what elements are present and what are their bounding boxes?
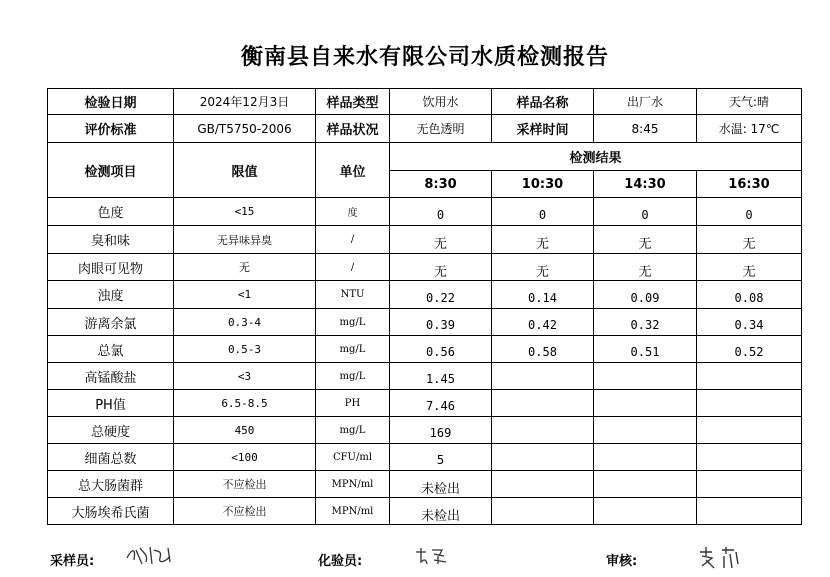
standard-label: 评价标准 — [48, 115, 174, 143]
result-cell — [390, 309, 492, 336]
result-cell — [697, 281, 802, 309]
result-cell — [594, 336, 697, 363]
sample-name-label: 样品名称 — [492, 89, 594, 115]
reviewer-signature — [696, 542, 750, 572]
tester-signature — [412, 542, 456, 570]
unit-cell: NTU — [316, 281, 390, 309]
result-cell — [390, 498, 492, 525]
result-cell — [390, 198, 492, 226]
water-temp-cell: 水温: 17℃ — [697, 115, 802, 143]
header-row-2 — [48, 115, 802, 143]
col-unit-header: 单位 — [316, 143, 390, 198]
result-cell — [697, 444, 802, 471]
result-value: 0.58 — [528, 345, 557, 359]
unit-cell: mg/L — [316, 336, 390, 363]
unit-cell: / — [316, 226, 390, 254]
result-cell — [594, 417, 697, 444]
limit-cell: 无 — [174, 254, 316, 281]
standard-value: GB/T5750-2006 — [174, 115, 316, 143]
result-value: 1.45 — [426, 372, 455, 386]
header-row-1 — [48, 89, 802, 115]
result-value: 无 — [638, 264, 652, 280]
limit-cell: <100 — [174, 444, 316, 471]
limit-cell: 不应检出 — [174, 498, 316, 525]
result-cell — [697, 390, 802, 417]
table-row — [48, 198, 802, 226]
result-value: 0.39 — [426, 318, 455, 332]
result-cell — [492, 281, 594, 309]
table-row — [48, 309, 802, 336]
item-name-cell: 浊度 — [48, 281, 174, 309]
result-cell — [594, 309, 697, 336]
reviewer-label: 审核: — [606, 554, 638, 569]
result-cell — [390, 390, 492, 417]
result-cell — [697, 363, 802, 390]
date-label: 检验日期 — [48, 89, 174, 115]
item-name-cell: 色度 — [48, 198, 174, 226]
result-cell — [390, 254, 492, 281]
water-quality-table — [47, 88, 802, 525]
sampler-label: 采样员: — [50, 554, 95, 569]
result-cell — [390, 363, 492, 390]
item-name-cell: 游离余氯 — [48, 309, 174, 336]
result-cell — [697, 471, 802, 498]
time-header: 10:30 — [492, 171, 594, 198]
result-value: 无 — [742, 237, 756, 252]
result-cell — [594, 254, 697, 281]
time-header: 8:30 — [390, 171, 492, 198]
unit-cell: MPN/ml — [316, 498, 390, 525]
sampler-signature — [124, 542, 184, 570]
item-name-cell: 总硬度 — [48, 417, 174, 444]
column-header-row-1 — [48, 143, 802, 171]
table-row — [48, 390, 802, 417]
table-row — [48, 498, 802, 525]
result-cell — [390, 281, 492, 309]
unit-cell: mg/L — [316, 309, 390, 336]
result-value: 无 — [433, 237, 447, 252]
limit-cell: 450 — [174, 417, 316, 444]
result-value: 0 — [538, 207, 547, 222]
time-header: 14:30 — [594, 171, 697, 198]
item-name-cell: PH值 — [48, 390, 174, 417]
result-value: 0 — [745, 207, 753, 222]
sample-state-label: 样品状况 — [316, 115, 390, 143]
result-cell — [697, 198, 802, 226]
sampling-time-value: 8:45 — [594, 115, 697, 143]
report-title: 衡南县自来水有限公司水质检测报告 — [240, 45, 609, 70]
col-limit-header: 限值 — [174, 143, 316, 198]
limit-cell: 6.5-8.5 — [174, 390, 316, 417]
table-row — [48, 471, 802, 498]
result-value: 无 — [535, 264, 549, 280]
result-cell — [697, 336, 802, 363]
result-cell — [594, 498, 697, 525]
item-name-cell: 肉眼可见物 — [48, 254, 174, 281]
unit-cell: 度 — [316, 198, 390, 226]
result-cell — [492, 309, 594, 336]
unit-cell: CFU/ml — [316, 444, 390, 471]
table-row — [48, 444, 802, 471]
result-cell — [492, 336, 594, 363]
limit-cell: 不应检出 — [174, 471, 316, 498]
result-cell — [492, 417, 594, 444]
result-value: 未检出 — [420, 481, 460, 497]
table-row — [48, 417, 802, 444]
result-cell — [390, 417, 492, 444]
result-cell — [697, 498, 802, 525]
result-value: 7.46 — [426, 399, 455, 413]
sample-state-value: 无色透明 — [390, 115, 492, 143]
table-row — [48, 336, 802, 363]
result-value: 0.52 — [734, 345, 764, 359]
unit-cell: mg/L — [316, 417, 390, 444]
result-cell — [492, 226, 594, 254]
result-cell — [390, 444, 492, 471]
result-value: 0.51 — [630, 345, 660, 359]
result-cell — [492, 498, 594, 525]
result-cell — [594, 226, 697, 254]
table-row — [48, 226, 802, 254]
table-row — [48, 254, 802, 281]
table-row — [48, 363, 802, 390]
result-value: 0.09 — [630, 290, 660, 305]
sample-name-value: 出厂水 — [594, 89, 697, 115]
result-value: 无 — [638, 237, 652, 252]
result-value: 169 — [429, 426, 452, 440]
result-value: 0.34 — [734, 318, 764, 332]
result-value: 无 — [742, 264, 756, 280]
result-cell — [594, 444, 697, 471]
item-name-cell: 总大肠菌群 — [48, 471, 174, 498]
result-cell — [594, 390, 697, 417]
unit-cell: / — [316, 254, 390, 281]
result-value: 0.14 — [528, 290, 557, 305]
unit-cell: PH — [316, 390, 390, 417]
result-cell — [697, 254, 802, 281]
weather-cell: 天气:晴 — [697, 89, 802, 115]
result-value: 无 — [535, 237, 549, 252]
result-cell — [697, 309, 802, 336]
limit-cell: <3 — [174, 363, 316, 390]
result-cell — [390, 471, 492, 498]
result-value: 无 — [433, 264, 447, 280]
result-cell — [492, 390, 594, 417]
limit-cell: 无异味异臭 — [174, 226, 316, 254]
result-value: 0.22 — [426, 290, 455, 305]
limit-cell: <15 — [174, 198, 316, 226]
item-name-cell: 高锰酸盐 — [48, 363, 174, 390]
result-cell — [697, 417, 802, 444]
limit-cell: <1 — [174, 281, 316, 309]
result-cell — [492, 363, 594, 390]
result-value: 0 — [436, 207, 445, 222]
date-value: 2024年12月3日 — [174, 89, 316, 115]
unit-cell: MPN/ml — [316, 471, 390, 498]
sample-type-value: 饮用水 — [390, 89, 492, 115]
result-cell — [594, 198, 697, 226]
unit-cell: mg/L — [316, 363, 390, 390]
tester-label: 化验员: — [318, 554, 363, 569]
result-cell — [390, 336, 492, 363]
table-row — [48, 281, 802, 309]
col-results-header: 检测结果 — [390, 143, 802, 171]
result-cell — [594, 281, 697, 309]
result-cell — [594, 363, 697, 390]
result-value: 5 — [436, 453, 445, 467]
time-header: 16:30 — [697, 171, 802, 198]
sampling-time-label: 采样时间 — [492, 115, 594, 143]
result-value: 0.42 — [528, 318, 557, 332]
col-item-header: 检测项目 — [48, 143, 174, 198]
result-cell — [697, 226, 802, 254]
result-cell — [492, 444, 594, 471]
item-name-cell: 臭和味 — [48, 226, 174, 254]
signature-row — [0, 548, 830, 572]
result-value: 0.32 — [630, 318, 660, 332]
limit-cell: 0.3-4 — [174, 309, 316, 336]
result-cell — [594, 471, 697, 498]
result-value: 未检出 — [420, 508, 460, 524]
item-name-cell: 细菌总数 — [48, 444, 174, 471]
result-cell — [492, 254, 594, 281]
result-cell — [492, 198, 594, 226]
limit-cell: 0.5-3 — [174, 336, 316, 363]
result-value: 0 — [641, 207, 649, 222]
result-value: 0.56 — [426, 345, 455, 359]
sample-type-label: 样品类型 — [316, 89, 390, 115]
result-cell — [390, 226, 492, 254]
item-name-cell: 总氯 — [48, 336, 174, 363]
item-name-cell: 大肠埃希氏菌 — [48, 498, 174, 525]
result-cell — [492, 471, 594, 498]
result-value: 0.08 — [734, 290, 764, 305]
